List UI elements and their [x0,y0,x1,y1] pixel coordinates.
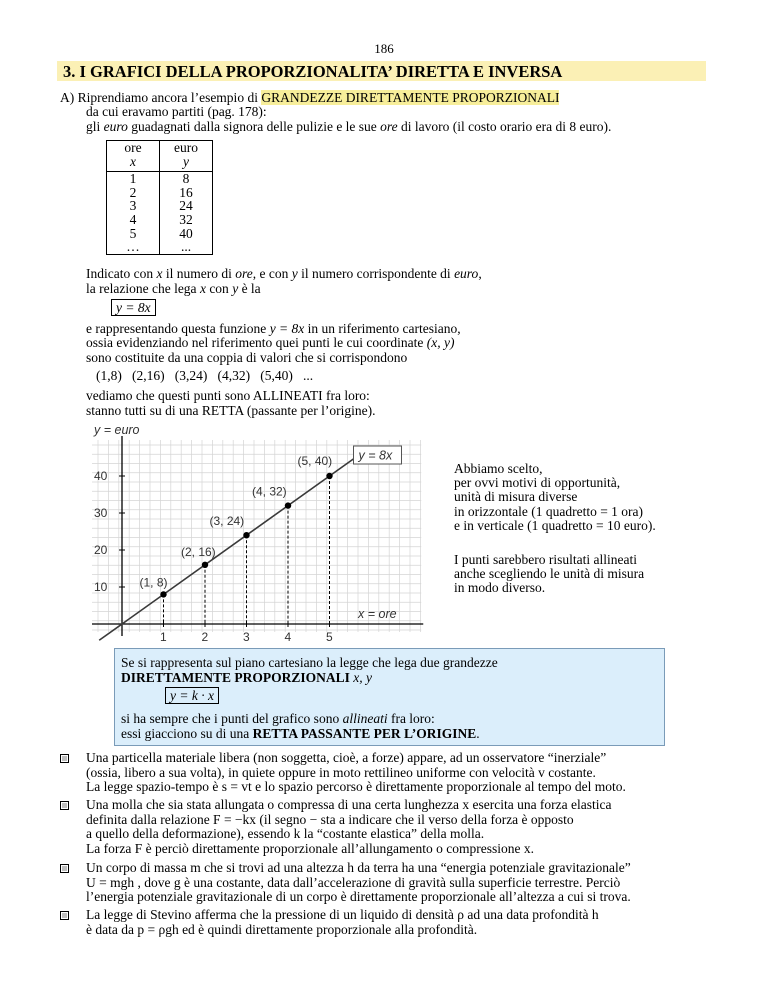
table-row [107,172,213,186]
table-header-cell [160,155,213,172]
text: con [205,281,233,296]
explain-line-1 [86,266,482,281]
intro-text: A) Riprendiamo ancora l’esempio di [60,90,262,105]
y-tick-label: 30 [94,506,108,520]
table-header-cell [107,141,160,155]
bullet-icon [60,754,69,763]
side-note-line: Abbiamo scelto, [454,461,543,476]
x-tick-label: 2 [201,630,209,644]
intro-line-2: da cui eravamo partiti (pag. 178): [86,104,267,119]
side-note-line: in modo diverso. [454,580,546,596]
table-cell: ... [160,240,213,254]
rule-heading: DIRETTAMENTE PROPORZIONALI [121,670,354,685]
data-point [243,532,249,538]
rule-conclusion: RETTA PASSANTE PER L’ORIGINE [252,726,477,741]
header-x: x [130,153,136,169]
rule-line-3 [121,711,435,726]
intro-line-3 [86,119,611,134]
side-note-line: unità di misura diverse [454,489,578,505]
text: la relazione che lega [86,281,200,296]
term-ore: ore [380,119,398,134]
bullet-icon [60,864,69,873]
text: Indicato con [86,266,157,281]
formula-box: y = 8x [111,299,156,316]
x-tick-label: 4 [284,630,292,644]
side-note-2 [454,553,644,596]
text: di lavoro (il costo orario era di 8 euro). [397,119,612,134]
var-x: x [199,281,206,296]
text: fra loro: [387,711,435,726]
bullet-line: (ossia, libero a sua volta), in quiete oppure in moto rettilineo uniforme con velocità v costante. [86,764,596,780]
var-y: y [232,281,239,296]
bullet-item [86,861,631,905]
page-number: 186 [374,41,394,56]
header-euro: euro [174,140,198,155]
coordinate-pair: (x, y) [426,335,455,350]
table-cell: … [107,240,160,254]
table-header-row [107,155,213,172]
bullet-line: La legge di Stevino afferma che la pressione di un liquido di densità ρ ad una data profondità h [86,907,599,922]
table-header-cell [107,155,160,172]
table-header-cell [160,141,213,155]
x-tick-label: 1 [160,630,167,644]
table-cell: 5 [107,227,160,241]
table-cell: 40 [160,227,213,241]
table-cell: 3 [107,199,160,213]
side-note-line: anche scegliendo le unità di misura [454,566,645,582]
var-x: x [156,266,163,281]
bullet-icon [60,911,69,920]
side-note-line: e in verticale (1 quadretto = 10 euro). [454,517,656,533]
inline-formula: y = 8x [269,321,305,336]
text: , e con [252,266,292,281]
section-heading: I GRAFICI DELLA PROPORZIONALITA’ DIRETTA E INVERSA [79,62,563,81]
bullet-line: è data da p = ρgh ed è quindi direttamente proporzionale alla profondità. [86,921,478,937]
header-y: y [183,153,189,169]
rule-line-1: Se si rappresenta sul piano cartesiano la legge che lega due grandezze [121,655,498,670]
bullet-line: Una molla che sia stata allungata o compressa di una certa lunghezza x esercita una forza elastica [86,797,612,812]
text: . [476,726,480,741]
table-row [107,186,213,200]
bullet-line: a quello della deformazione), essendo k la “costante elastica” della molla. [86,826,485,842]
data-point [202,562,208,568]
table-cell: 1 [107,172,160,186]
text: è la [238,281,261,296]
highlighted-term: GRANDEZZE DIRETTAMENTE PROPORZIONALI [261,90,560,105]
y-tick-label: 40 [94,469,108,483]
point-label: (3, 24) [209,514,245,529]
bullet-line: Un corpo di massa m che si trovi ad una altezza h da terra ha una “energia potenziale gravitazionale” [86,860,631,875]
explain-line-5: sono costituite da una coppia di valori che si corrispondono [86,350,408,365]
side-note-line: per ovvi motivi di opportunità, [454,475,621,491]
text: gli [86,119,104,134]
rule-vars: x, y [353,670,373,685]
table-row [107,240,213,254]
bullet-line: La forza F è perciò direttamente proporzionale all’allungamento o compressione x. [86,840,534,856]
text: ossia evidenziando nel riferimento quei punti le cui coordinate [86,335,427,350]
text: si ha sempre che i punti del grafico sono [121,711,343,726]
bullet-line: U = mgh , dove g è una costante, data dall’accelerazione di gravità sulla superficie terrestre. Perciò [86,874,621,890]
rule-line-4 [121,726,480,741]
text: il numero corrispondente di [297,266,455,281]
data-point [285,502,291,508]
explain-line-6: vediamo che questi punti sono ALLINEATI fra loro: [86,388,370,403]
side-note-1 [454,462,656,533]
bullet-icon [60,801,69,810]
term-euro: euro [454,266,479,281]
text: e rappresentando questa funzione [86,321,270,336]
rule-box [114,648,665,746]
y-tick-label: 20 [94,543,108,557]
table-row [107,199,213,213]
var-y: y [291,266,298,281]
text: essi giacciono su di una [121,726,253,741]
side-note-line: in orizzontale (1 quadretto = 1 ora) [454,503,644,519]
line-label: y = 8x [358,448,393,463]
point-label: (4, 32) [252,484,287,499]
section-title [63,62,562,82]
table-cell: 16 [160,186,213,200]
explain-line-3 [86,321,461,336]
bullet-line: l’energia potenziale gravitazionale di un corpo è direttamente proporzionale all’altezza a cui si trova. [86,889,631,905]
x-axis-label: x = ore [358,607,397,621]
point-pairs: (1,8) (2,16) (3,24) (4,32) (5,40) ... [96,368,314,383]
table-cell: 2 [107,186,160,200]
explain-line-2 [86,281,261,296]
table-cell: 4 [107,213,160,227]
text: guadagnati dalla signora delle pulizie e le sue [127,119,381,134]
rule-line-2 [121,670,372,685]
y-axis-label: y = euro [94,423,140,437]
text: in un riferimento cartesiano, [304,321,461,336]
cartesian-graph [88,422,433,644]
point-label: (5, 40) [297,454,333,468]
table-row [107,227,213,241]
bullet-item [86,751,626,795]
term-ore: ore [235,266,253,281]
x-tick-label: 5 [326,630,333,644]
bullet-line: definita dalla relazione F = −kx (il segno − sta a indicare che il verso della forza è opposto [86,811,574,827]
y-tick-label: 10 [94,580,108,594]
rule-formula-box: y = k · x [165,687,219,704]
intro-line-1 [60,90,559,105]
data-table [106,140,213,255]
table-row [107,213,213,227]
term-allineati: allineati [342,711,388,726]
table-cell: 8 [160,172,213,186]
text: il numero di [162,266,236,281]
bullet-item [86,908,599,937]
header-ore: ore [124,140,142,155]
data-point [326,473,332,479]
explain-line-7: stanno tutti su di una RETTA (passante per l’origine). [86,403,376,418]
bullet-item [86,798,612,856]
explain-line-4 [86,335,455,350]
table-cell: 24 [160,199,213,213]
section-number: 3. [63,62,76,81]
text: , [478,266,482,281]
x-tick-label: 3 [243,630,250,644]
bullet-line: Una particella materiale libera (non soggetta, cioè, a forze) appare, ad un osservatore “inerziale” [86,750,607,765]
point-label: (2, 16) [181,544,216,559]
bullet-line: La legge spazio-tempo è s = vt e lo spazio percorso è direttamente proporzionale al tempo del moto. [86,779,626,795]
data-point [160,591,166,597]
table-cell: 32 [160,213,213,227]
side-note-line: I punti sarebbero risultati allineati [454,552,637,567]
table-header-row [107,141,213,155]
term-euro: euro [103,119,128,134]
point-label: (1, 8) [139,575,168,590]
